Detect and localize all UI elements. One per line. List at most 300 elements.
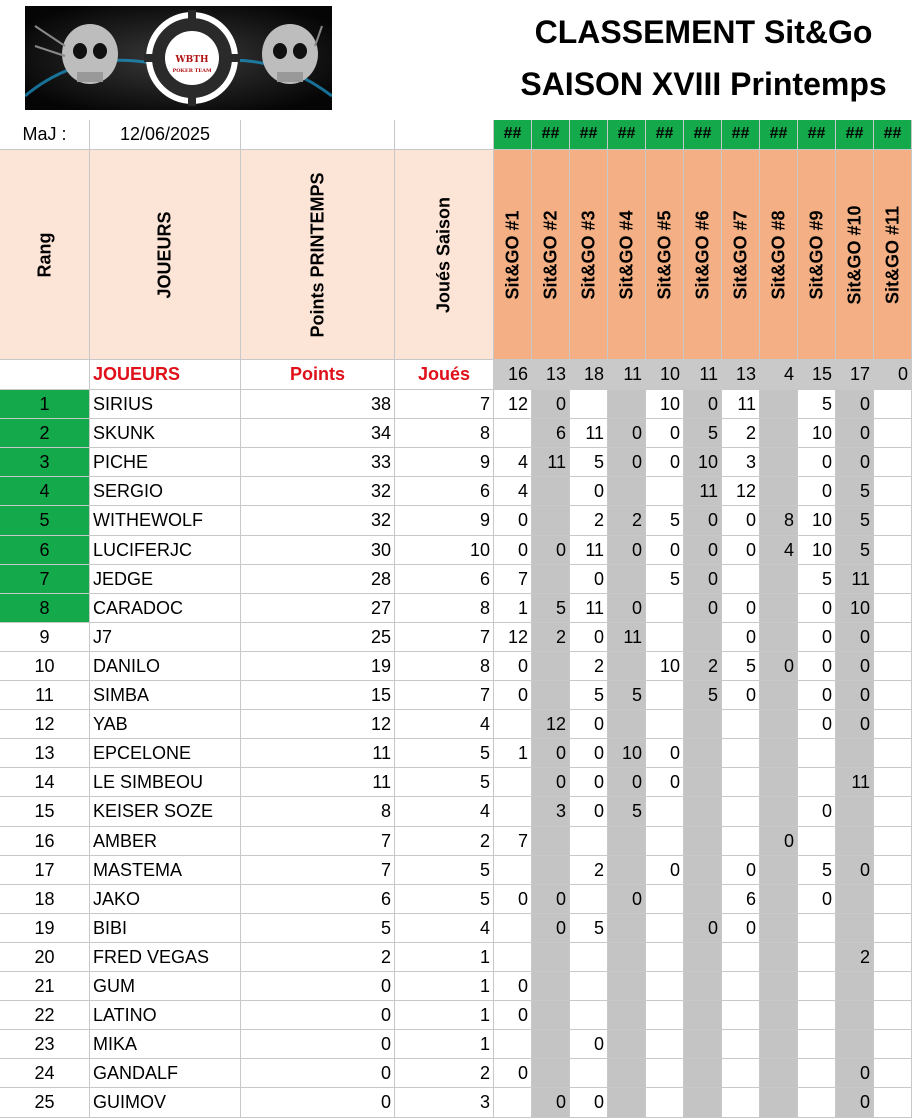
logo-graphic — [25, 6, 332, 110]
player-score-sitgo-11 — [874, 885, 912, 914]
player-name: LE SIMBEOU — [90, 768, 241, 797]
player-rank: 3 — [0, 448, 90, 477]
player-score-sitgo-4 — [608, 856, 646, 885]
player-score-sitgo-11 — [874, 943, 912, 972]
player-score-sitgo-5 — [646, 943, 684, 972]
player-points: 38 — [241, 390, 395, 419]
overflow-hash-cell: ## — [798, 120, 836, 150]
player-score-sitgo-6: 0 — [684, 506, 722, 536]
player-score-sitgo-2 — [532, 972, 570, 1001]
player-score-sitgo-10 — [836, 914, 874, 943]
player-score-sitgo-7: 0 — [722, 536, 760, 565]
player-score-sitgo-6: 5 — [684, 681, 722, 710]
player-score-sitgo-1: 0 — [494, 1059, 532, 1088]
player-name: WITHEWOLF — [90, 506, 241, 536]
player-rank: 21 — [0, 972, 90, 1001]
player-points: 33 — [241, 448, 395, 477]
player-joues: 8 — [395, 652, 494, 681]
player-score-sitgo-4 — [608, 914, 646, 943]
player-score-sitgo-6 — [684, 710, 722, 739]
player-score-sitgo-4: 5 — [608, 797, 646, 827]
player-score-sitgo-5 — [646, 710, 684, 739]
player-points: 28 — [241, 565, 395, 594]
header-sitgo-text: Sit&GO #2 — [540, 209, 560, 300]
player-score-sitgo-11 — [874, 739, 912, 768]
total-sitgo-10: 17 — [836, 360, 874, 390]
player-score-sitgo-7 — [722, 1088, 760, 1118]
overflow-hash-cell: ## — [684, 120, 722, 150]
player-joues: 1 — [395, 943, 494, 972]
player-score-sitgo-2 — [532, 477, 570, 506]
player-score-sitgo-1: 7 — [494, 827, 532, 856]
player-score-sitgo-11 — [874, 652, 912, 681]
player-score-sitgo-1: 0 — [494, 652, 532, 681]
player-score-sitgo-1 — [494, 768, 532, 797]
total-sitgo-8: 4 — [760, 360, 798, 390]
player-name: CARADOC — [90, 594, 241, 623]
player-joues: 4 — [395, 797, 494, 827]
player-score-sitgo-3 — [570, 390, 608, 419]
player-score-sitgo-10: 0 — [836, 419, 874, 448]
player-score-sitgo-10 — [836, 1030, 874, 1059]
player-score-sitgo-11 — [874, 477, 912, 506]
player-score-sitgo-9: 10 — [798, 506, 836, 536]
player-score-sitgo-4 — [608, 710, 646, 739]
subheader-joueurs: JOUEURS — [90, 360, 241, 390]
player-score-sitgo-5: 5 — [646, 565, 684, 594]
player-score-sitgo-4: 5 — [608, 681, 646, 710]
player-score-sitgo-10: 11 — [836, 768, 874, 797]
player-score-sitgo-7 — [722, 972, 760, 1001]
header-sitgo-text: Sit&GO #6 — [692, 209, 712, 300]
player-rank: 5 — [0, 506, 90, 536]
player-score-sitgo-8 — [760, 1030, 798, 1059]
player-score-sitgo-3: 11 — [570, 594, 608, 623]
player-score-sitgo-10 — [836, 885, 874, 914]
player-score-sitgo-4: 0 — [608, 594, 646, 623]
player-rank: 12 — [0, 710, 90, 739]
player-score-sitgo-2 — [532, 652, 570, 681]
player-score-sitgo-5 — [646, 797, 684, 827]
player-score-sitgo-8 — [760, 419, 798, 448]
player-score-sitgo-11 — [874, 768, 912, 797]
player-score-sitgo-5: 0 — [646, 739, 684, 768]
title-line-1: CLASSEMENT Sit&Go — [534, 14, 873, 50]
header-sitgo-3 — [570, 150, 608, 360]
player-score-sitgo-11 — [874, 448, 912, 477]
header-points — [241, 150, 395, 360]
player-score-sitgo-2: 0 — [532, 914, 570, 943]
player-score-sitgo-10: 0 — [836, 1088, 874, 1118]
player-score-sitgo-9 — [798, 1030, 836, 1059]
player-score-sitgo-8 — [760, 943, 798, 972]
header-sitgo-text: Sit&GO #10 — [844, 204, 864, 305]
player-score-sitgo-2 — [532, 856, 570, 885]
player-score-sitgo-2: 3 — [532, 797, 570, 827]
player-score-sitgo-2 — [532, 943, 570, 972]
player-name: PICHE — [90, 448, 241, 477]
player-score-sitgo-1 — [494, 943, 532, 972]
player-score-sitgo-5: 10 — [646, 390, 684, 419]
player-score-sitgo-5: 0 — [646, 768, 684, 797]
player-score-sitgo-11 — [874, 681, 912, 710]
player-points: 0 — [241, 1001, 395, 1030]
player-score-sitgo-8: 0 — [760, 827, 798, 856]
player-points: 32 — [241, 477, 395, 506]
player-score-sitgo-8 — [760, 885, 798, 914]
player-score-sitgo-6 — [684, 1088, 722, 1118]
player-score-sitgo-4 — [608, 477, 646, 506]
player-score-sitgo-3: 11 — [570, 419, 608, 448]
player-score-sitgo-11 — [874, 1059, 912, 1088]
player-points: 27 — [241, 594, 395, 623]
header-sitgo-11 — [874, 150, 912, 360]
player-rank: 19 — [0, 914, 90, 943]
player-points: 5 — [241, 914, 395, 943]
header-sitgo-text: Sit&GO #8 — [768, 209, 788, 300]
player-points: 2 — [241, 943, 395, 972]
player-rank: 20 — [0, 943, 90, 972]
header-sitgo-1 — [494, 150, 532, 360]
player-joues: 3 — [395, 1088, 494, 1118]
player-score-sitgo-3: 0 — [570, 1030, 608, 1059]
player-score-sitgo-9 — [798, 1088, 836, 1118]
player-score-sitgo-6 — [684, 797, 722, 827]
maj-label: MaJ : — [0, 120, 90, 150]
player-joues: 7 — [395, 390, 494, 419]
player-score-sitgo-5 — [646, 594, 684, 623]
player-score-sitgo-4: 10 — [608, 739, 646, 768]
player-rank: 15 — [0, 797, 90, 827]
player-score-sitgo-10: 0 — [836, 652, 874, 681]
header-sitgo-6 — [684, 150, 722, 360]
overflow-hash-cell: ## — [874, 120, 912, 150]
player-score-sitgo-9: 0 — [798, 681, 836, 710]
player-score-sitgo-8: 8 — [760, 506, 798, 536]
player-score-sitgo-7: 0 — [722, 623, 760, 652]
player-score-sitgo-6 — [684, 1030, 722, 1059]
player-score-sitgo-5 — [646, 1088, 684, 1118]
player-score-sitgo-6: 0 — [684, 565, 722, 594]
player-joues: 8 — [395, 594, 494, 623]
player-score-sitgo-4 — [608, 1001, 646, 1030]
player-score-sitgo-2: 0 — [532, 536, 570, 565]
player-score-sitgo-3: 0 — [570, 710, 608, 739]
player-score-sitgo-3 — [570, 972, 608, 1001]
player-score-sitgo-3: 0 — [570, 477, 608, 506]
player-score-sitgo-11 — [874, 506, 912, 536]
player-score-sitgo-3: 2 — [570, 652, 608, 681]
header-sitgo-4 — [608, 150, 646, 360]
player-score-sitgo-11 — [874, 536, 912, 565]
player-score-sitgo-7 — [722, 943, 760, 972]
player-score-sitgo-10: 5 — [836, 536, 874, 565]
overflow-hash-cell: ## — [532, 120, 570, 150]
player-score-sitgo-6 — [684, 1059, 722, 1088]
player-score-sitgo-7 — [722, 1001, 760, 1030]
player-score-sitgo-11 — [874, 594, 912, 623]
player-score-sitgo-7 — [722, 768, 760, 797]
player-joues: 5 — [395, 885, 494, 914]
total-sitgo-9: 15 — [798, 360, 836, 390]
player-score-sitgo-8: 4 — [760, 536, 798, 565]
total-sitgo-6: 11 — [684, 360, 722, 390]
player-score-sitgo-7 — [722, 739, 760, 768]
player-score-sitgo-9: 0 — [798, 710, 836, 739]
player-score-sitgo-6 — [684, 739, 722, 768]
player-name: SERGIO — [90, 477, 241, 506]
player-score-sitgo-7 — [722, 1059, 760, 1088]
player-score-sitgo-11 — [874, 565, 912, 594]
player-score-sitgo-2: 0 — [532, 885, 570, 914]
player-score-sitgo-10: 0 — [836, 681, 874, 710]
svg-text:POKER TEAM: POKER TEAM — [172, 68, 212, 74]
player-score-sitgo-7: 2 — [722, 419, 760, 448]
player-score-sitgo-6: 0 — [684, 594, 722, 623]
player-score-sitgo-5: 10 — [646, 652, 684, 681]
player-score-sitgo-6: 10 — [684, 448, 722, 477]
player-rank: 25 — [0, 1088, 90, 1118]
empty-cell — [395, 120, 494, 150]
player-score-sitgo-3 — [570, 885, 608, 914]
player-score-sitgo-10 — [836, 972, 874, 1001]
empty-cell — [0, 360, 90, 390]
player-rank: 18 — [0, 885, 90, 914]
player-score-sitgo-7: 0 — [722, 856, 760, 885]
player-name: LATINO — [90, 1001, 241, 1030]
player-score-sitgo-7 — [722, 797, 760, 827]
player-rank: 11 — [0, 681, 90, 710]
player-score-sitgo-10: 11 — [836, 565, 874, 594]
player-rank: 2 — [0, 419, 90, 448]
player-score-sitgo-2 — [532, 565, 570, 594]
player-score-sitgo-3 — [570, 827, 608, 856]
player-score-sitgo-4: 2 — [608, 506, 646, 536]
player-score-sitgo-1: 1 — [494, 739, 532, 768]
player-score-sitgo-6 — [684, 827, 722, 856]
header-sitgo-7 — [722, 150, 760, 360]
player-score-sitgo-7: 0 — [722, 914, 760, 943]
overflow-hash-cell: ## — [570, 120, 608, 150]
player-name: EPCELONE — [90, 739, 241, 768]
player-score-sitgo-8 — [760, 477, 798, 506]
header-sitgo-text: Sit&GO #3 — [578, 209, 598, 300]
player-joues: 6 — [395, 477, 494, 506]
player-score-sitgo-9: 0 — [798, 797, 836, 827]
player-score-sitgo-2: 2 — [532, 623, 570, 652]
player-score-sitgo-4 — [608, 1059, 646, 1088]
player-score-sitgo-8 — [760, 797, 798, 827]
player-score-sitgo-6: 2 — [684, 652, 722, 681]
player-score-sitgo-1: 0 — [494, 536, 532, 565]
empty-cell — [241, 120, 395, 150]
player-score-sitgo-6 — [684, 623, 722, 652]
player-score-sitgo-4 — [608, 390, 646, 419]
overflow-hash-cell: ## — [760, 120, 798, 150]
player-score-sitgo-4: 0 — [608, 419, 646, 448]
player-score-sitgo-5 — [646, 1059, 684, 1088]
player-score-sitgo-3: 0 — [570, 1088, 608, 1118]
player-score-sitgo-4 — [608, 943, 646, 972]
player-score-sitgo-8 — [760, 914, 798, 943]
player-joues: 2 — [395, 827, 494, 856]
player-points: 15 — [241, 681, 395, 710]
player-rank: 16 — [0, 827, 90, 856]
overflow-hash-cell: ## — [646, 120, 684, 150]
player-name: AMBER — [90, 827, 241, 856]
player-score-sitgo-10 — [836, 1001, 874, 1030]
player-score-sitgo-4 — [608, 972, 646, 1001]
player-name: DANILO — [90, 652, 241, 681]
player-score-sitgo-6: 0 — [684, 390, 722, 419]
header-sitgo-2 — [532, 150, 570, 360]
player-score-sitgo-1 — [494, 797, 532, 827]
header-sitgo-text: Sit&GO #1 — [502, 209, 522, 300]
player-rank: 10 — [0, 652, 90, 681]
player-score-sitgo-1: 1 — [494, 594, 532, 623]
player-joues: 7 — [395, 623, 494, 652]
player-score-sitgo-2: 0 — [532, 1088, 570, 1118]
player-score-sitgo-9: 0 — [798, 448, 836, 477]
player-joues: 5 — [395, 856, 494, 885]
player-score-sitgo-9: 0 — [798, 652, 836, 681]
player-points: 0 — [241, 1088, 395, 1118]
player-score-sitgo-2: 0 — [532, 390, 570, 419]
player-score-sitgo-1: 0 — [494, 972, 532, 1001]
player-name: LUCIFERJC — [90, 536, 241, 565]
player-score-sitgo-3 — [570, 943, 608, 972]
player-score-sitgo-1 — [494, 1030, 532, 1059]
player-score-sitgo-3: 2 — [570, 856, 608, 885]
player-score-sitgo-8 — [760, 972, 798, 1001]
player-score-sitgo-11 — [874, 1001, 912, 1030]
player-score-sitgo-2: 6 — [532, 419, 570, 448]
player-rank: 23 — [0, 1030, 90, 1059]
player-joues: 1 — [395, 1030, 494, 1059]
player-name: J7 — [90, 623, 241, 652]
player-rank: 24 — [0, 1059, 90, 1088]
player-score-sitgo-7: 5 — [722, 652, 760, 681]
player-score-sitgo-11 — [874, 827, 912, 856]
player-joues: 5 — [395, 739, 494, 768]
player-score-sitgo-4: 0 — [608, 536, 646, 565]
player-score-sitgo-6: 5 — [684, 419, 722, 448]
player-score-sitgo-10: 0 — [836, 448, 874, 477]
player-score-sitgo-8 — [760, 594, 798, 623]
player-score-sitgo-3: 0 — [570, 797, 608, 827]
player-score-sitgo-3: 0 — [570, 768, 608, 797]
player-name: GUIMOV — [90, 1088, 241, 1118]
player-score-sitgo-5 — [646, 623, 684, 652]
player-rank: 4 — [0, 477, 90, 506]
header-joueurs-text: JOUEURS — [154, 210, 175, 299]
team-logo — [25, 6, 332, 110]
player-score-sitgo-5 — [646, 914, 684, 943]
player-joues: 9 — [395, 448, 494, 477]
player-score-sitgo-4: 0 — [608, 885, 646, 914]
player-name: MIKA — [90, 1030, 241, 1059]
player-score-sitgo-9 — [798, 914, 836, 943]
player-score-sitgo-1: 0 — [494, 1001, 532, 1030]
player-score-sitgo-7 — [722, 565, 760, 594]
player-score-sitgo-6 — [684, 768, 722, 797]
player-rank: 14 — [0, 768, 90, 797]
player-points: 30 — [241, 536, 395, 565]
player-score-sitgo-2 — [532, 1030, 570, 1059]
player-points: 34 — [241, 419, 395, 448]
player-joues: 1 — [395, 1001, 494, 1030]
player-score-sitgo-7: 0 — [722, 594, 760, 623]
player-joues: 9 — [395, 506, 494, 536]
title-line-2: SAISON XVIII Printemps — [520, 66, 887, 102]
player-name: SIMBA — [90, 681, 241, 710]
player-score-sitgo-1 — [494, 710, 532, 739]
player-score-sitgo-5 — [646, 477, 684, 506]
player-points: 25 — [241, 623, 395, 652]
player-joues: 8 — [395, 419, 494, 448]
overflow-hash-cell: ## — [722, 120, 760, 150]
player-score-sitgo-2: 11 — [532, 448, 570, 477]
player-joues: 4 — [395, 914, 494, 943]
player-score-sitgo-3: 5 — [570, 448, 608, 477]
player-score-sitgo-7: 6 — [722, 885, 760, 914]
player-points: 32 — [241, 506, 395, 536]
header-points-text: Points PRINTEMPS — [307, 171, 327, 338]
player-score-sitgo-7: 3 — [722, 448, 760, 477]
player-score-sitgo-1: 4 — [494, 448, 532, 477]
player-score-sitgo-9 — [798, 768, 836, 797]
player-score-sitgo-3: 0 — [570, 623, 608, 652]
header-sitgo-text: Sit&GO #4 — [616, 209, 636, 300]
player-rank: 6 — [0, 536, 90, 565]
player-name: JAKO — [90, 885, 241, 914]
player-score-sitgo-5 — [646, 827, 684, 856]
player-score-sitgo-4 — [608, 1030, 646, 1059]
player-points: 8 — [241, 797, 395, 827]
player-score-sitgo-9 — [798, 972, 836, 1001]
player-score-sitgo-1: 0 — [494, 506, 532, 536]
player-score-sitgo-5: 0 — [646, 856, 684, 885]
player-rank: 7 — [0, 565, 90, 594]
player-score-sitgo-6: 11 — [684, 477, 722, 506]
player-score-sitgo-5: 0 — [646, 536, 684, 565]
player-score-sitgo-11 — [874, 1088, 912, 1118]
player-score-sitgo-10: 0 — [836, 856, 874, 885]
player-score-sitgo-7: 11 — [722, 390, 760, 419]
player-score-sitgo-10: 0 — [836, 710, 874, 739]
player-name: MASTEMA — [90, 856, 241, 885]
player-score-sitgo-4 — [608, 565, 646, 594]
player-score-sitgo-9: 0 — [798, 623, 836, 652]
player-rank: 17 — [0, 856, 90, 885]
total-sitgo-11: 0 — [874, 360, 912, 390]
title-block — [495, 0, 912, 118]
player-score-sitgo-5: 0 — [646, 448, 684, 477]
player-name: SKUNK — [90, 419, 241, 448]
header-joues — [395, 150, 494, 360]
header-joueurs — [90, 150, 241, 360]
player-score-sitgo-9: 5 — [798, 565, 836, 594]
player-name: FRED VEGAS — [90, 943, 241, 972]
player-score-sitgo-2 — [532, 1059, 570, 1088]
player-score-sitgo-4: 0 — [608, 448, 646, 477]
player-score-sitgo-10: 10 — [836, 594, 874, 623]
player-score-sitgo-3: 2 — [570, 506, 608, 536]
player-name: YAB — [90, 710, 241, 739]
player-score-sitgo-2: 12 — [532, 710, 570, 739]
player-score-sitgo-10: 0 — [836, 390, 874, 419]
svg-text:WBTH: WBTH — [175, 55, 209, 65]
